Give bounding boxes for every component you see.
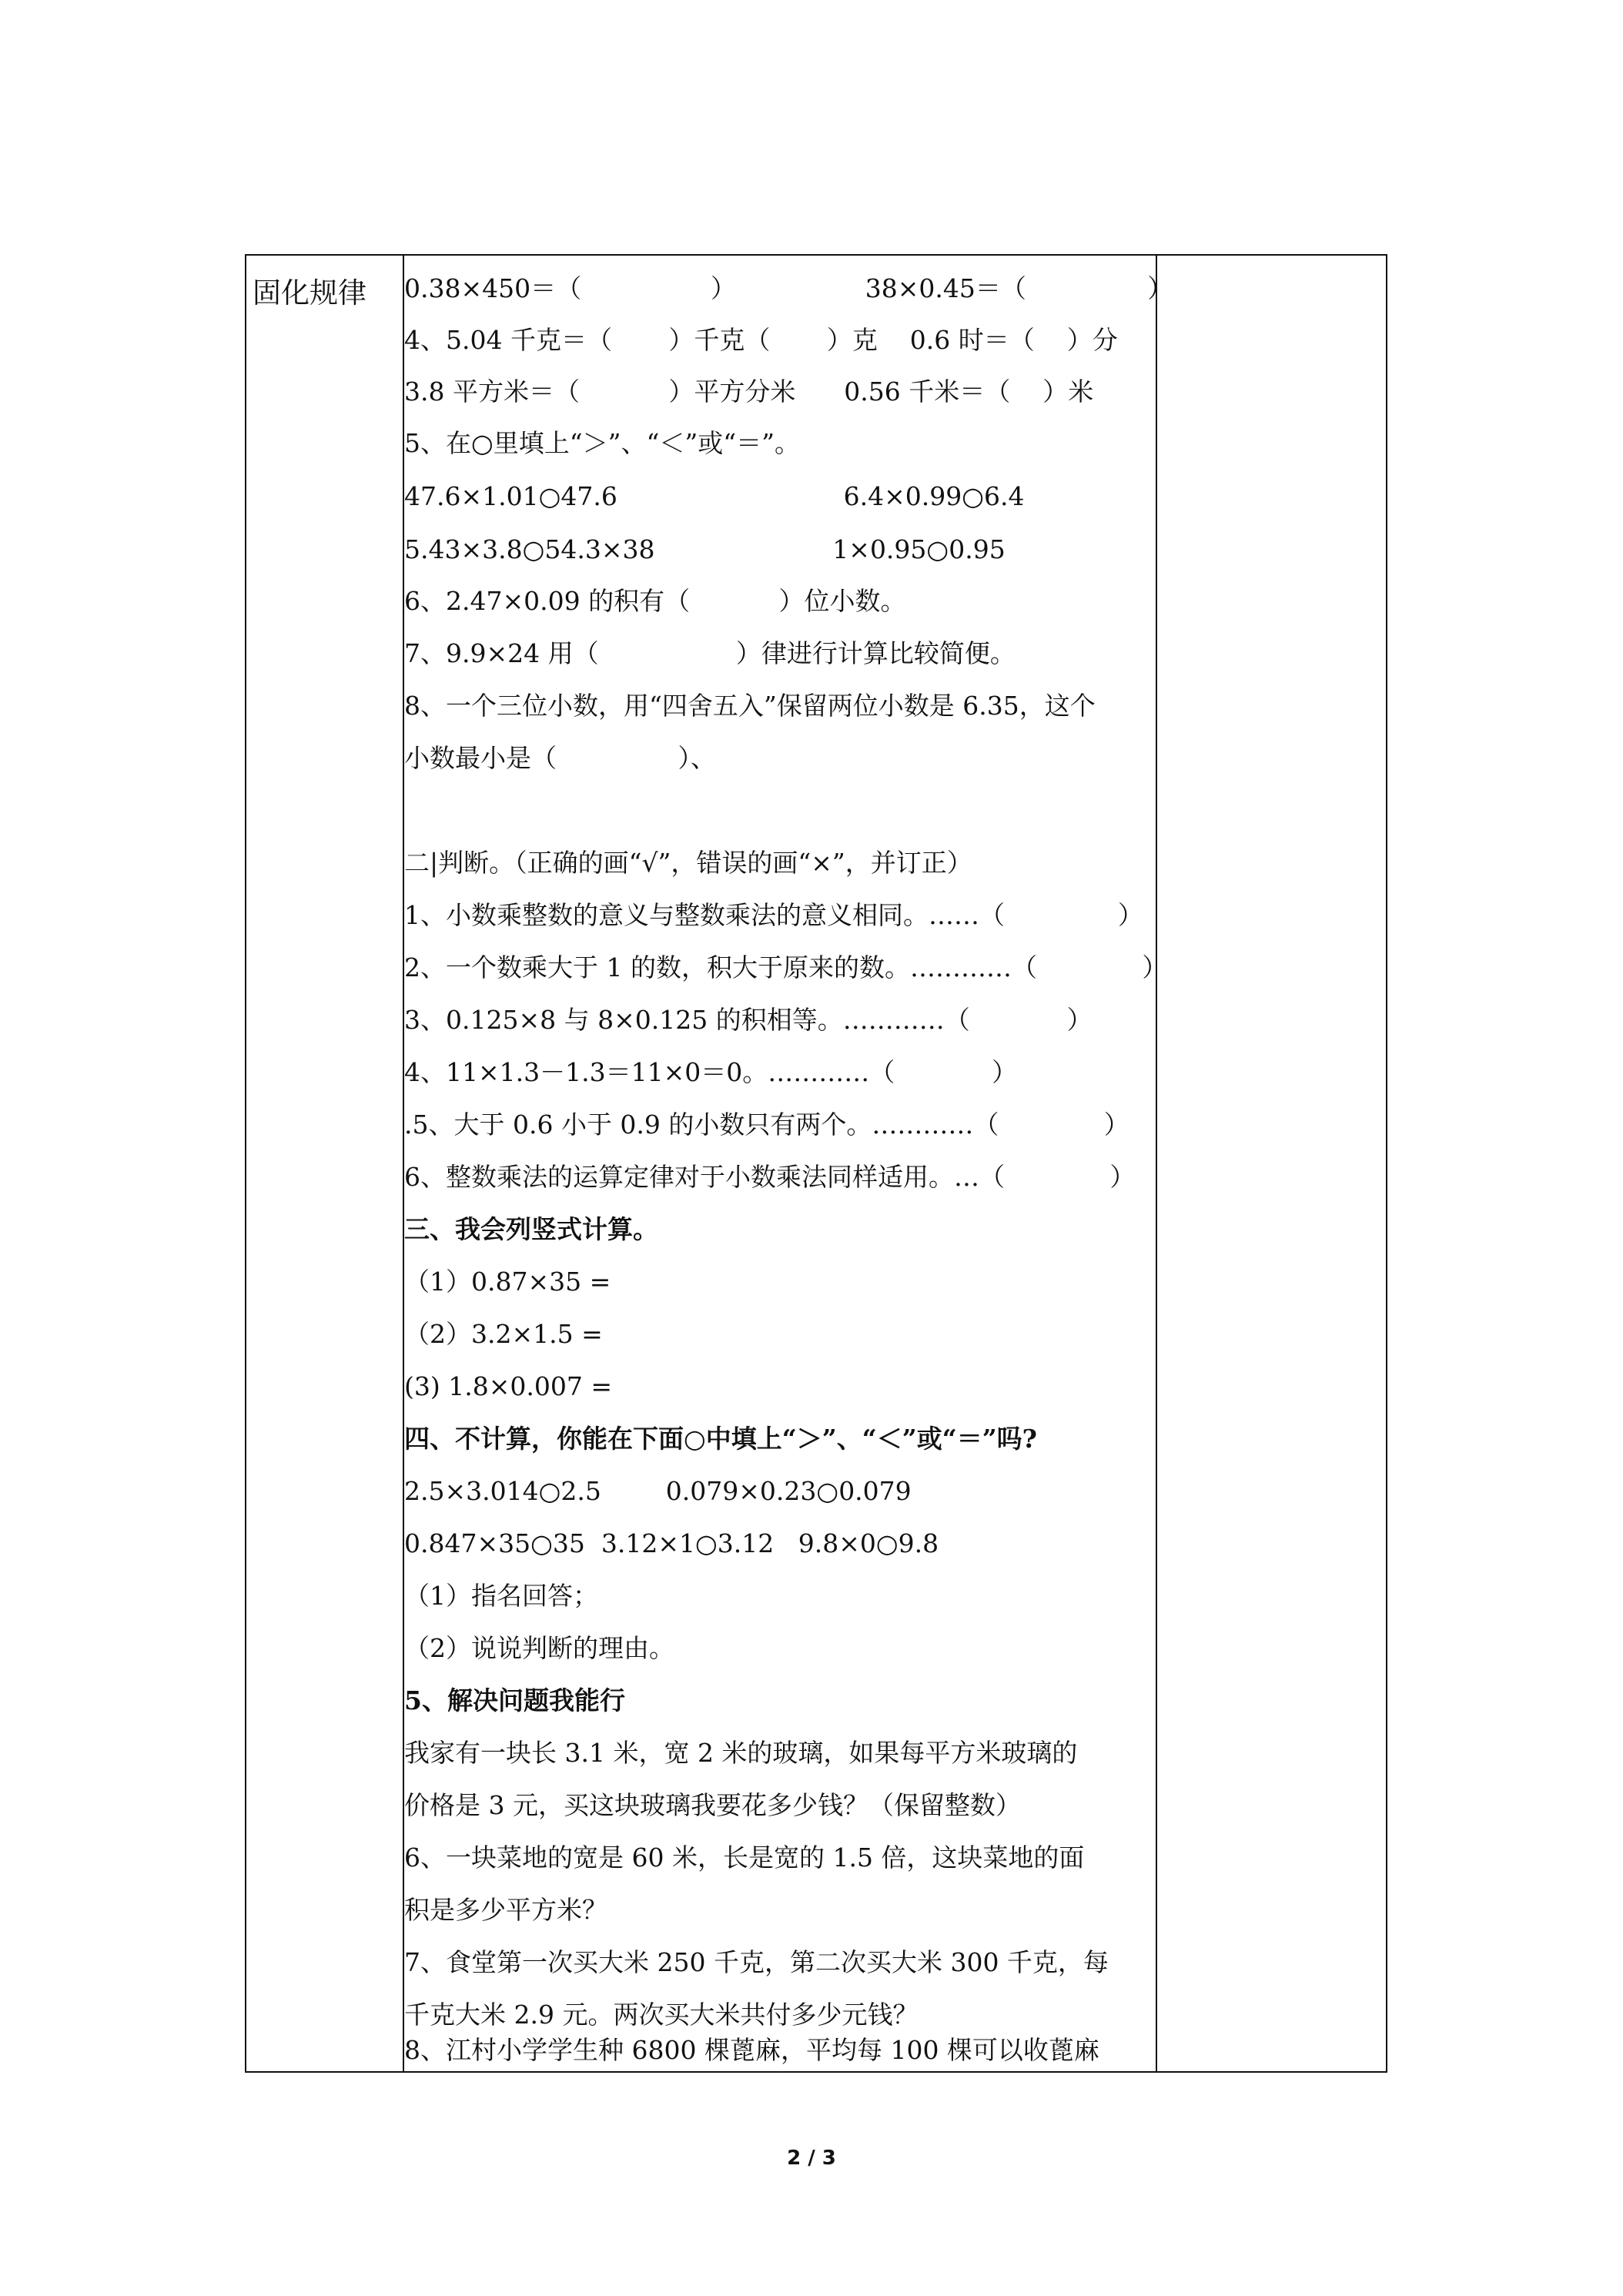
exercise-line: 4、11×1.3－1.3＝11×0＝0。…………（ ） <box>404 1057 1018 1087</box>
column-divider-2 <box>1156 256 1157 2071</box>
exercise-line: 0.847×35○35 3.12×1○3.12 9.8×0○9.8 <box>404 1528 939 1558</box>
exercise-line: （2）3.2×1.5 = <box>404 1319 603 1349</box>
row-label: 固化规律 <box>253 276 366 310</box>
section-heading: 三、我会列竖式计算。 <box>404 1214 658 1244</box>
exercise-line: 小数最小是（ ）、 <box>404 743 716 773</box>
exercise-line: 8、江村小学学生种 6800 棵蓖麻，平均每 100 棵可以收蓖麻 <box>404 2035 1099 2065</box>
exercise-line: .5、大于 0.6 小于 0.9 的小数只有两个。…………（ ） <box>404 1110 1129 1140</box>
exercise-line: 2.5×3.014○2.5 0.079×0.23○0.079 <box>404 1476 912 1506</box>
exercise-line: 8、一个三位小数，用“四舍五入”保留两位小数是 6.35，这个 <box>404 691 1096 721</box>
exercise-line: (3) 1.8×0.007 = <box>404 1371 612 1401</box>
exercise-line: 0.38×450＝（ ） 38×0.45＝（ ） <box>404 273 1173 303</box>
lesson-table <box>245 254 1387 2073</box>
exercise-line: 47.6×1.01○47.6 6.4×0.99○6.4 <box>404 481 1025 511</box>
exercise-line: 4、5.04 千克＝（ ）千克（ ）克 0.6 时＝（ ）分 <box>404 325 1118 355</box>
exercise-line: （2）说说判断的理由。 <box>404 1633 674 1663</box>
page-number: 2 / 3 <box>787 2147 836 2170</box>
exercise-line: （1）0.87×35 = <box>404 1267 611 1297</box>
exercise-line: 3、0.125×8 与 8×0.125 的积相等。…………（ ） <box>404 1005 1093 1035</box>
exercise-line: 5、在○里填上“＞”、“＜”或“＝”。 <box>404 428 801 458</box>
exercise-line: （1）指名回答； <box>404 1581 598 1611</box>
exercise-line: 3.8 平方米＝（ ）平方分米 0.56 千米＝（ ）米 <box>404 377 1094 407</box>
exercise-line: 7、9.9×24 用（ ）律进行计算比较简便。 <box>404 638 1016 668</box>
exercise-line: 5.43×3.8○54.3×38 1×0.95○0.95 <box>404 534 1006 564</box>
exercise-line: 千克大米 2.9 元。两次买大米共付多少元钱？ <box>404 2000 919 2030</box>
exercise-line: 价格是 3 元，买这块玻璃我要花多少钱？（保留整数） <box>404 1790 1021 1820</box>
section-heading: 5、解决问题我能行 <box>404 1685 625 1715</box>
exercise-line: 二|判断。（正确的画“√”，错误的画“×”，并订正） <box>404 848 972 878</box>
exercise-line: 2、一个数乘大于 1 的数，积大于原来的数。…………（ ） <box>404 952 1168 982</box>
section-heading: 四、不计算，你能在下面○中填上“＞”、“＜”或“＝”吗? <box>404 1424 1038 1454</box>
exercise-line: 6、一块菜地的宽是 60 米，长是宽的 1.5 倍，这块菜地的面 <box>404 1842 1085 1873</box>
exercise-line: 1、小数乘整数的意义与整数乘法的意义相同。……（ ） <box>404 900 1143 930</box>
exercise-line: 6、2.47×0.09 的积有（ ）位小数。 <box>404 586 906 616</box>
exercise-line: 积是多少平方米？ <box>404 1895 607 1925</box>
exercise-line: 6、整数乘法的运算定律对于小数乘法同样适用。…（ ） <box>404 1162 1136 1192</box>
exercise-line: 我家有一块长 3.1 米，宽 2 米的玻璃，如果每平方米玻璃的 <box>404 1738 1078 1768</box>
exercise-line: 7、食堂第一次买大米 250 千克，第二次买大米 300 千克，每 <box>404 1947 1109 1977</box>
